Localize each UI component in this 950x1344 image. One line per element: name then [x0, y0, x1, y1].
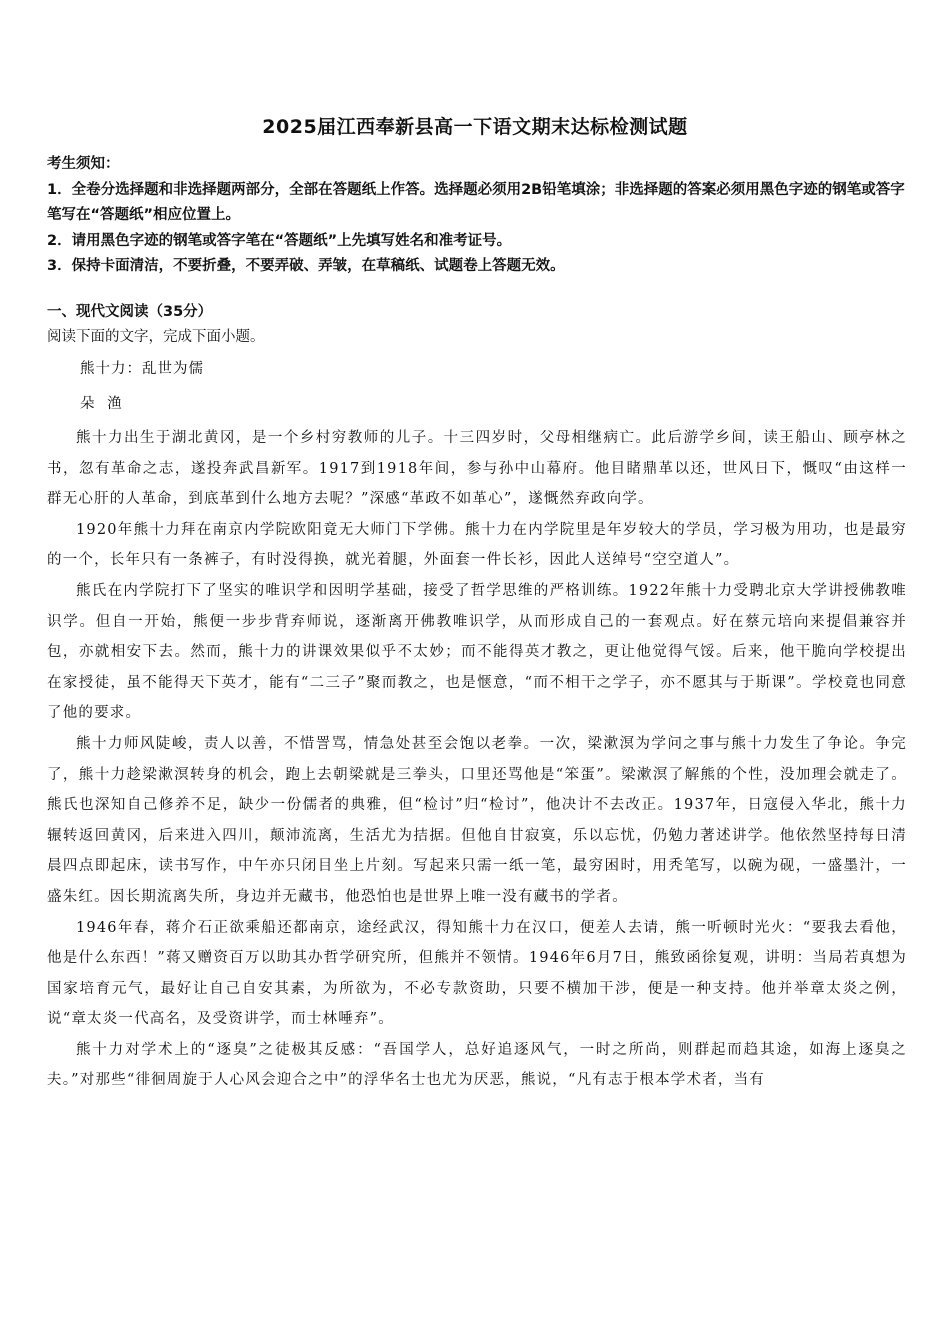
section-heading: 一、现代文阅读（35分）: [47, 304, 213, 320]
section-intro: 阅读下面的文字，完成下面小题。: [47, 329, 265, 345]
paragraph: 熊十力师风陡峻，责人以善，不惜詈骂，情急处甚至会饱以老拳。一次，梁漱溟为学问之事与熊十力发生了争论。争完了，熊十力趁梁漱溟转身的机会，跑上去朝梁就是三拳头，口里还骂他是“笨蛋”。梁漱溟了解熊的个性，没加理会就走了。熊氏也深知自己修养不足，缺少一份儒者的典雅，但“检讨”归“检讨”，他决计不去改正。1937年，日寇侵入华北，熊十力辗转返回黄冈，后来进入四川，颠沛流离，生活尤为拮据。但他自甘寂寞，乐以忘忧，仍勉力著述讲学。他依然坚持每日清晨四点即起床，读书写作，中午亦只闭目坐上片刻。写起来只需一纸一笔，最穷困时，用秃笔写，以碗为砚，一盛墨汁，一盛朱红。因长期流离失所，身边并无藏书，他恐怕也是世界上唯一没有藏书的学者。: [47, 735, 907, 905]
notice-item-3: 3．保持卡面清洁，不要折叠，不要弄破、弄皱，在草稿纸、试题卷上答题无效。: [47, 258, 565, 274]
article-title: 熊十力：乱世为儒: [80, 361, 204, 377]
article-author: 朵 渔: [80, 396, 126, 412]
paragraph: 1920年熊十力拜在南京内学院欧阳竟无大师门下学佛。熊十力在内学院里是年岁较大的学员，学习极为用功，也是最穷的一个，长年只有一条裤子，有时没得换，就光着腿，外面套一件长衫，因此人送绰号“空空道人”。: [47, 521, 907, 569]
notice-item-1: 1．全卷分选择题和非选择题两部分，全部在答题纸上作答。选择题必须用2B铅笔填涂；非选择题的答案必须用黑色字迹的钢笔或答字笔写在“答题纸”相应位置上。: [47, 181, 905, 223]
notice-item-2: 2．请用黑色字迹的钢笔或答字笔在“答题纸”上先填写姓名和准考证号。: [47, 232, 512, 249]
candidate-notice: [47, 152, 907, 280]
paragraph: 1946年春，蒋介石正欲乘船还都南京，途经武汉，得知熊十力在汉口，便差人去请，熊一听顿时光火：“要我去看他，他是什么东西！”蒋又赠资百万以助其办哲学研究所，但熊并不领情。1946年6月7日，熊致函徐复观，讲明：当局若真想为国家培育元气，最好让自己自安其素，为所欲为，不必专款资助，只要不横加干涉，便是一种支持。他并举章太炎之例，说“章太炎一代高名，及受资讲学，而士林唾弃”。: [47, 919, 907, 1028]
page-title: 2025届江西奉新县高一下语文期末达标检测试题: [262, 116, 688, 138]
article-body: [47, 423, 907, 1096]
paragraph: 熊十力对学术上的“逐臭”之徒极其反感：“吾国学人，总好追逐风气，一时之所尚，则群起而趋其途，如海上逐臭之夫。”对那些“徘徊周旋于人心风会迎合之中”的浮华名士也尤为厌恶，熊说，“凡有志于根本学术者，当有: [47, 1041, 907, 1089]
notice-heading: 考生须知：: [47, 156, 120, 172]
paragraph: 熊氏在内学院打下了坚实的唯识学和因明学基础，接受了哲学思维的严格训练。1922年熊十力受聘北京大学讲授佛教唯识学。但自一开始，熊便一步步背弃师说，逐渐离开佛教唯识学，从而形成自己的一套观点。好在蔡元培向来提倡兼容并包，亦就相安下去。然而，熊十力的讲课效果似乎不太妙；而不能得英才教之，更让他觉得气馁。后来，他干脆向学校提出在家授徒，虽不能得天下英才，能有“二三子”聚而教之，也是惬意，“而不相干之学子，亦不愿其与于斯课”。学校竟也同意了他的要求。: [47, 582, 907, 722]
paragraph: 熊十力出生于湖北黄冈，是一个乡村穷教师的儿子。十三四岁时，父母相继病亡。此后游学乡间，读王船山、顾亭林之书，忽有革命之志，遂投奔武昌新军。1917到1918年间，参与孙中山幕府。他目睹鼎革以还，世风日下，慨叹“由这样一群无心肝的人革命，到底革到什么地方去呢？”深感“革政不如革心”，遂慨然弃政向学。: [47, 430, 907, 508]
